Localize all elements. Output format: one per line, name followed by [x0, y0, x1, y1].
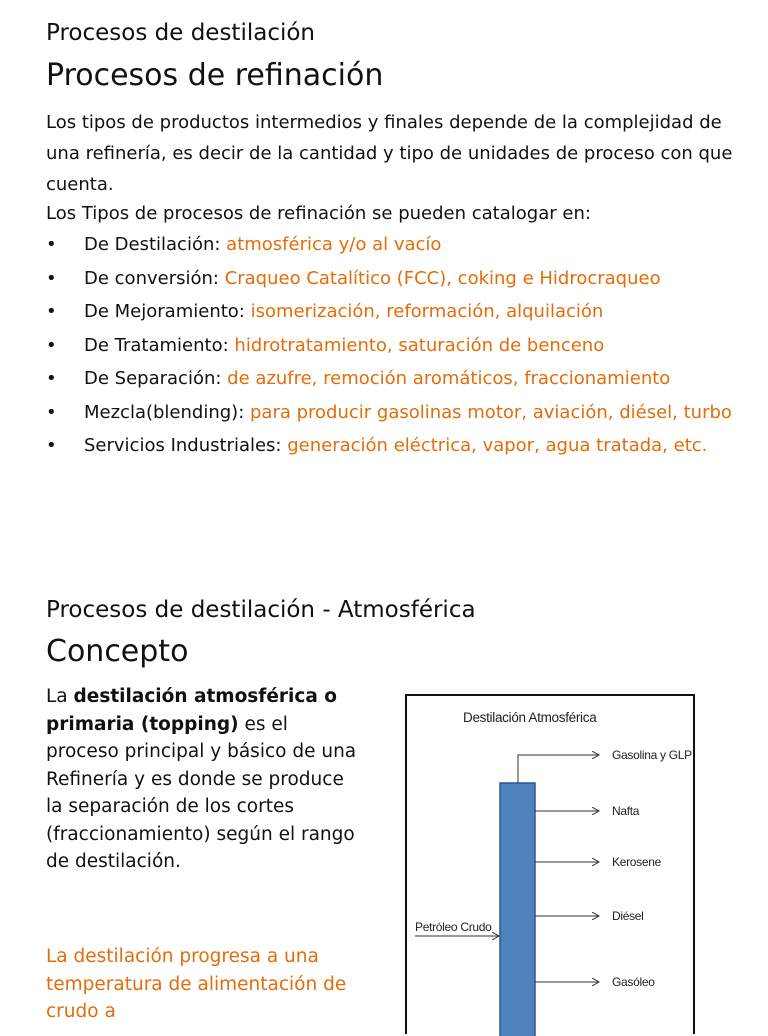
slide2-title: Concepto [46, 634, 189, 669]
slide1-subtitle: Procesos de destilación [46, 20, 316, 46]
distillation-column [500, 783, 535, 1036]
output-label: Nafta [612, 804, 640, 818]
intro-paragraph: Los tipos de productos intermedios y finales depende de la complejidad de una refinería, es decir de la cantidad y tipo de unidades de proceso con que cuenta. [46, 112, 733, 195]
list-item: • Mezcla(blending): para producir gasolinas motor, aviación, diésel, turbo [46, 398, 746, 427]
output-label: Diésel [612, 909, 644, 923]
slide2-subtitle: Procesos de destilación - Atmosférica [46, 597, 476, 623]
distillation-diagram [405, 694, 695, 1034]
list-item: • Servicios Industriales: generación eléctrica, vapor, agua tratada, etc. [46, 431, 746, 460]
temperature-paragraph: La destilación progresa a una temperatura de alimentación de crudo a [46, 946, 347, 1022]
process-list [46, 230, 746, 465]
list-item: • De Destilación: atmosférica y/o al vacío [46, 230, 746, 259]
list-item: • De Tratamiento: hidrotratamiento, saturación de benceno [46, 331, 746, 360]
top-outlet-arrow [518, 755, 599, 783]
list-item: • De conversión: Craqueo Catalítico (FCC), coking e Hidrocraqueo [46, 264, 746, 293]
concept-paragraph: La destilación atmosférica o primaria (topping) es el proceso principal y básico de una Refinería y es donde se produce la separación de los cortes (fraccionamiento) según el rango de destilación. [46, 686, 357, 872]
diagram-title: Destilación Atmosférica [463, 710, 597, 725]
output-label: Gasolina y GLP [612, 748, 692, 762]
slide1-title: Procesos de refinación [46, 58, 384, 93]
output-label: Gasóleo [612, 975, 655, 989]
catalog-line: Los Tipos de procesos de refinación se pueden catalogar en: [46, 203, 591, 224]
output-label: Kerosene [612, 855, 661, 869]
feed-label: Petróleo Crudo [415, 920, 492, 934]
list-item: • De Mejoramiento: isomerización, reformación, alquilación [46, 297, 746, 326]
list-item: • De Separación: de azufre, remoción aromáticos, fraccionamiento [46, 364, 746, 393]
